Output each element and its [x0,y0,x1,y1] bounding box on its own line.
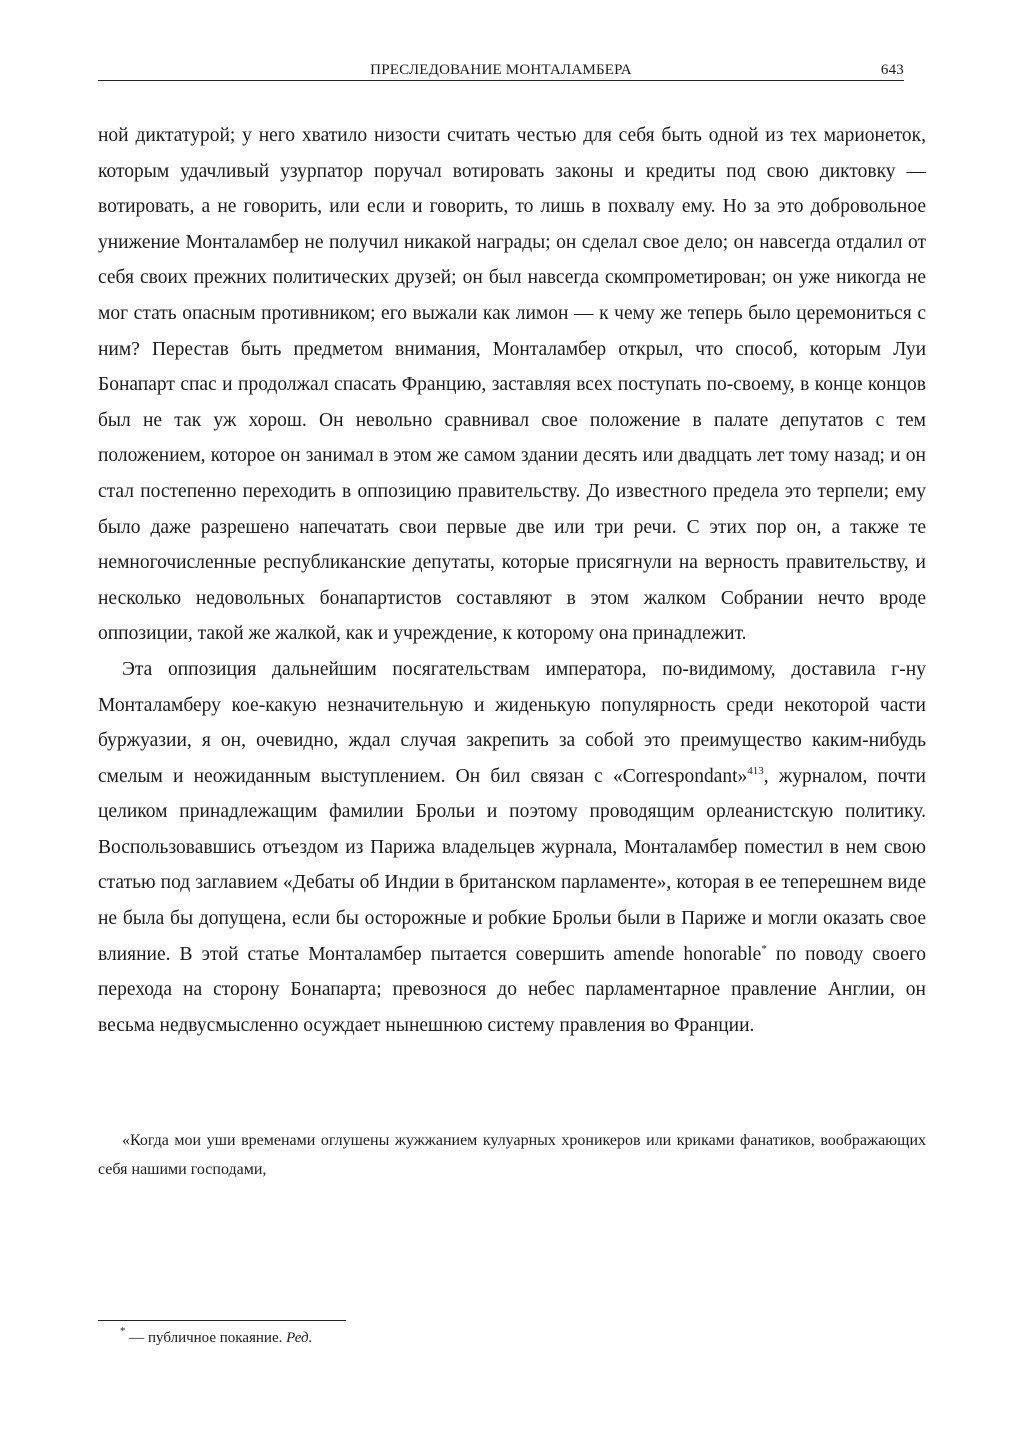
footnote-rule [98,1320,346,1321]
running-header [98,62,904,82]
paragraph-1: ной диктатурой; у него хватило низости считать честью для себя быть одной из тех марионеток, которым удачливый узурпатор поручал вотировать законы и кредиты под свою диктовку — вотировать, а не говорить, или если и говорить, то лишь в похвалу ему. Но за это добровольное унижение Монталамбер не получил никакой награды; он сделал свое дело; он навсегда отдалил от себя своих прежних политических друзей; он был навсегда скомпрометирован; он уже никогда не мог стать опасным противником; его выжали как лимон — к чему же теперь было церемониться с ним? Перестав быть предметом внимания, Монталамбер открыл, что способ, которым Луи Бонапарт спас и продолжал спасать Францию, заставляя всех поступать по-своему, в конце концов был не так уж хорош. Он невольно сравнивал свое положение в палате депутатов с тем положением, которое он занимал в этом же самом здании десять или двадцать лет тому назад; и он стал постепенно переходить в оппозицию правительству. До известного предела это терпели; ему было даже разрешено напечатать свои первые две или три речи. С этих пор он, а также те немногочисленные республиканские депутаты, которые присягнули на верность правительству, и несколько недовольных бонапартистов составляют в этом жалком Собрании нечто вроде оппозиции, такой же жалкой, как и учреждение, к которому она принадлежит. [98,125,926,645]
footnote-text: — публичное покаяние. [125,1330,287,1346]
page-number: 643 [880,62,904,78]
running-title: ПРЕСЛЕДОВАНИЕ МОНТАЛАМБЕРА [370,62,632,78]
paragraph-2-part-2: , журналом, почти целиком принадлежащим фамилии Брольи и поэтому проводящим орлеанистскую политику. Воспользовавшись отъездом из Парижа владельцев журнала, Монталамбер поместил в нем свою статью под заглавием «Дебаты об Индии в британском парламенте», которая в ее теперешнем виде не была бы допущена, если бы осторожные и робкие Брольи были в Париже и могли оказать свое влияние. В этой статье Монталамбер пытается совершить amende honorable [98,765,926,965]
paragraph-2-part-1: Эта оппозиция дальнейшим посягательствам императора, по-видимому, доставила г-ну Монталамберу кое-какую незначительную и жиденькую популярность среди некоторой части буржуазии, я он, очевидно, ждал случая закрепить за собой это преимущество каким-нибудь смелым и неожиданным выступлением. Он бил связан с «Correspondant» [98,658,926,787]
block-quote: «Когда мои уши временами оглушены жужжанием кулуарных хроникеров или криками фанатиков, воображающих себя нашими господами, [98,1132,926,1178]
paragraph-2-part-3: по поводу своего перехода на сторону Бонапарта; превознося до небес парламентарное правление Англии, он весьма недвусмысленно осуждает нынешнюю систему правления во Франции. [98,943,926,1036]
footnote-editor: Ред. [286,1330,313,1346]
paragraph-2 [98,652,926,1044]
footnote-ref-star: * [761,942,767,955]
endnote-ref-413: 413 [747,764,764,777]
footnote [120,1325,313,1348]
main-text [98,118,926,1043]
footnote-marker: * [120,1325,126,1337]
header-rule [98,80,904,81]
